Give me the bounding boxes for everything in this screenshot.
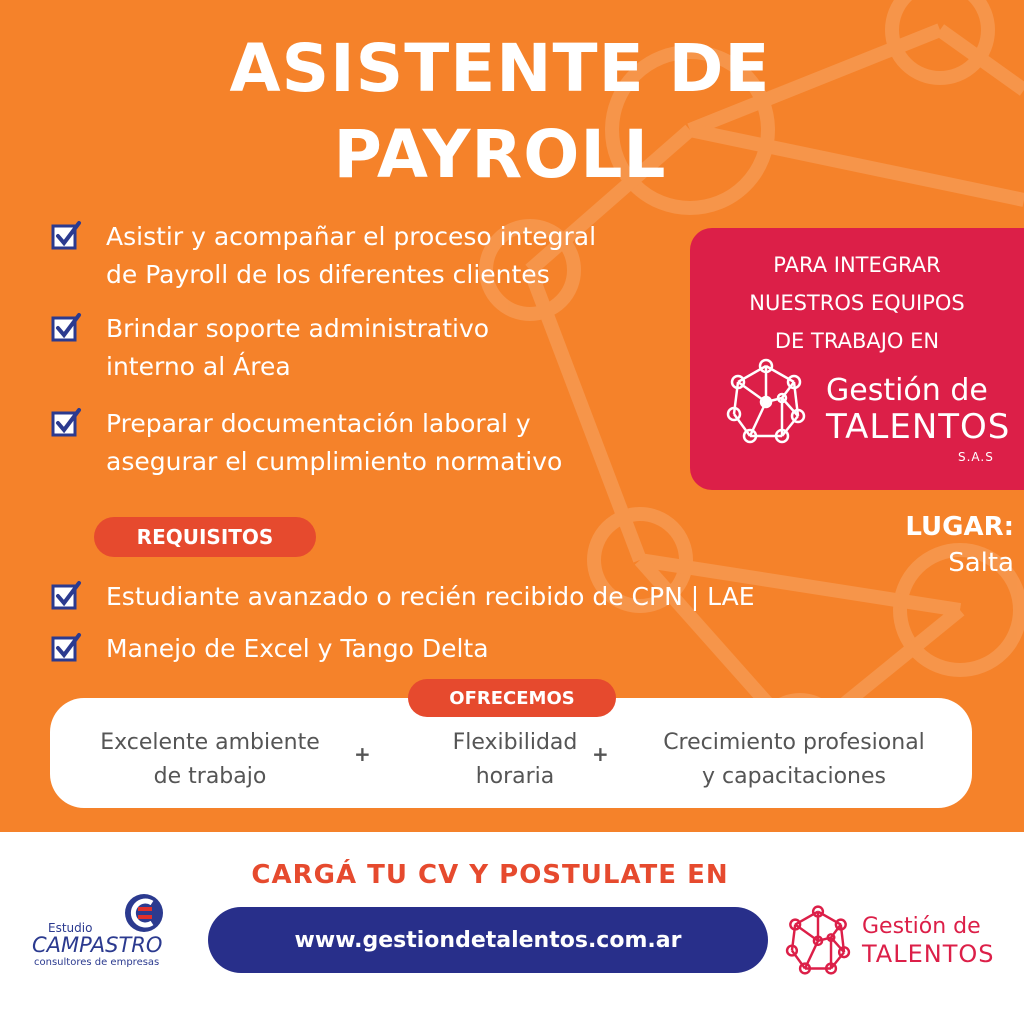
plus-separator: + (354, 742, 371, 766)
job-title: ASISTENTE DE PAYROLL (229, 30, 771, 193)
task-text: Preparar documentación laboral y asegurar el cumplimiento normativo (106, 409, 563, 476)
offers-label: OFRECEMOS (408, 679, 616, 717)
task-text: Brindar soporte administrativo interno al Área (106, 314, 490, 381)
requirement-item (50, 578, 755, 616)
location-value: Salta (948, 548, 1014, 578)
offer-item: Excelente ambiente de trabajo (100, 730, 320, 789)
campastro-top-text: Estudio (48, 921, 93, 935)
integrate-box (690, 228, 1024, 490)
plus-separator: + (592, 742, 609, 766)
gestion-talentos-logo-icon (784, 905, 852, 975)
brand-sas: S.A.S (958, 450, 994, 464)
brand-gestion: Gestión de (826, 373, 988, 408)
cta-heading: CARGÁ TU CV Y POSTULATE EN (251, 860, 729, 890)
requirement-text: Manejo de Excel y Tango Delta (106, 634, 489, 663)
apply-url-link[interactable]: www.gestiondetalentos.com.ar (208, 907, 768, 973)
checkbox-icon (50, 312, 82, 344)
checkbox-icon (50, 407, 82, 439)
requirement-item (50, 630, 489, 668)
brand-talentos: TALENTOS (826, 407, 1011, 447)
task-text: Asistir y acompañar el proceso integral de Payroll de los diferentes clientes (106, 222, 597, 289)
checkbox-icon (50, 220, 82, 252)
task-item (50, 218, 596, 294)
offer-item: Flexibilidad horaria (452, 730, 578, 789)
network-logo-icon (726, 358, 806, 444)
campastro-emblem-icon (124, 893, 164, 933)
task-item (50, 405, 562, 481)
offer-item: Crecimiento profesional y capacitaciones (663, 730, 925, 789)
checkbox-icon (50, 632, 82, 664)
requirement-text: Estudiante avanzado o recién recibido de CPN | LAE (106, 582, 755, 611)
integrate-text: PARA INTEGRAR NUESTROS EQUIPOS DE TRABAJO EN (749, 253, 965, 353)
requirements-label: REQUISITOS (94, 517, 316, 557)
location-label: LUGAR: (905, 512, 1014, 542)
campastro-logo (28, 893, 178, 973)
campastro-subtitle: consultores de empresas (34, 957, 160, 968)
task-item (50, 310, 489, 386)
campastro-name: CAMPASTRO (32, 933, 163, 957)
footer-brand-gestion: Gestión de (862, 914, 981, 939)
checkbox-icon (50, 580, 82, 612)
footer-brand-talentos: TALENTOS (862, 940, 995, 968)
